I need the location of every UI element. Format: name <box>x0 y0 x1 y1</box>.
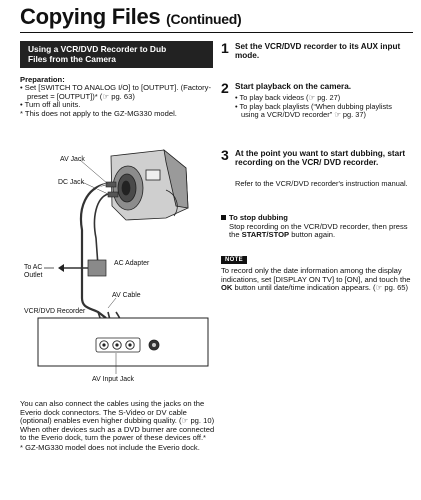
ac-adapter-box <box>88 260 106 276</box>
recorder-label: VCR/DVD Recorder <box>24 308 86 315</box>
step-body: Refer to the VCR/DVD recorder's instruction manual. <box>235 179 408 188</box>
stop-dubbing-block <box>221 214 411 240</box>
dock-paragraph: You can also connect the cables using the jacks on the Everio dock connectors. The S-Video or DV cable (optional) enables even higher dubbing quality. (☞ pg. 10) When other devices such as a DVD burner are connected to the Everio dock, turn the power of these devices off.* <box>20 399 215 443</box>
square-bullet-icon <box>221 215 226 220</box>
preparation-heading: Preparation: <box>20 75 65 84</box>
page-title-main: Copying Files <box>20 4 161 29</box>
camera-illustration <box>111 150 188 220</box>
section-title-line2: Files from the Camera <box>28 54 116 64</box>
step-heading: Set the VCR/DVD recorder to its AUX input mode. <box>235 42 401 61</box>
ac-outlet-label-line1: To AC <box>24 264 43 271</box>
step-bullet: • To play back videos (☞ pg. 27) <box>235 93 341 102</box>
dc-jack-label: DC Jack <box>58 179 85 186</box>
step-heading: Start playback on the camera. <box>235 82 352 91</box>
step-number: 2 <box>221 80 229 96</box>
step-3 <box>221 149 411 209</box>
stop-dubbing-heading: To stop dubbing <box>221 214 411 223</box>
section-title-line1: Using a VCR/DVD Recorder to Dub <box>28 44 167 54</box>
dock-note <box>20 400 215 453</box>
title-divider <box>20 32 413 33</box>
page-title-suffix: (Continued) <box>166 11 242 27</box>
av-input-jack-label: AV Input Jack <box>92 376 135 383</box>
preparation-item: • Turn off all units. <box>20 100 81 110</box>
preparation-item: • Set [SWITCH TO ANALOG I/O] to [OUTPUT]. (Factory-preset = [OUTPUT])* (☞ pg. 63) <box>20 83 211 101</box>
dock-footnote: * GZ-MG330 model does not include the Everio dock. <box>20 442 200 452</box>
preparation-note: * This does not apply to the GZ-MG330 model. <box>20 108 177 118</box>
stop-dubbing-body: Stop recording on the VCR/DVD recorder, then press the START/STOP button again. <box>229 221 408 240</box>
step-number: 1 <box>221 40 229 56</box>
av-plug <box>106 182 116 187</box>
connection-diagram-illustration <box>16 148 216 393</box>
note-text: To record only the date information among the display indications, set [DISPLAY ON TV] to [ON], and touch the OK button until date/time indication appears. (☞ pg. 65) <box>221 266 411 293</box>
step-number: 3 <box>221 147 229 163</box>
note-badge: NOTE <box>221 256 247 264</box>
step-2 <box>221 82 411 142</box>
step-1 <box>221 42 411 72</box>
av-jack-label: AV Jack <box>60 156 85 163</box>
step-bullet: • To play back playlists (“When dubbing playlists using a VCR/DVD recorder” ☞ pg. 37) <box>235 101 392 119</box>
dc-plug <box>108 192 118 197</box>
connection-diagram <box>16 148 216 393</box>
step-heading: At the point you want to start dubbing, start recording on the VCR/ DVD recorder. <box>235 149 406 168</box>
preparation-block <box>20 76 220 118</box>
av-cable-label: AV Cable <box>112 292 141 299</box>
page-title <box>20 4 241 30</box>
ac-adapter-label: AC Adapter <box>114 260 150 267</box>
step-body <box>235 94 411 120</box>
section-header <box>20 41 213 68</box>
ac-outlet-label-line2: Outlet <box>24 272 43 279</box>
